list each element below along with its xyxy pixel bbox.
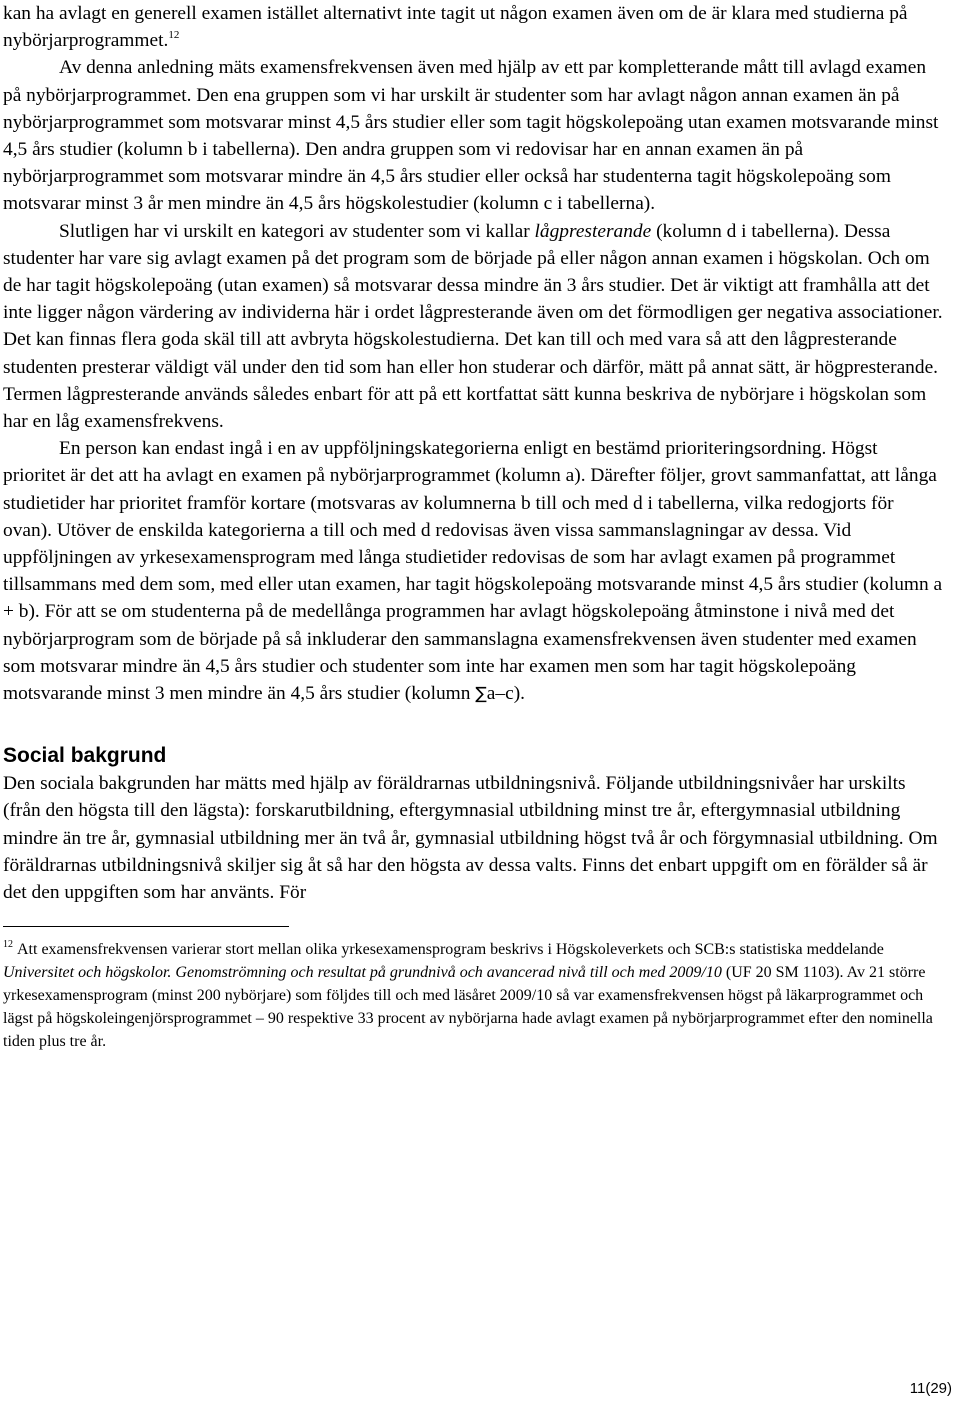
footnote: [3, 938, 943, 1053]
footnote-number: 12: [3, 939, 13, 951]
paragraph-text: kan ha avlagt en generell examen istället alternativt inte tagit ut någon examen även om de är klara med studierna på nybörjarprogrammet.: [3, 3, 908, 52]
paragraph-social-background: Den sociala bakgrunden har mätts med hjälp av föräldrarnas utbildningsnivå. Följande utbildningsnivåer har urskilts (från den högsta till den lägsta): forskarutbildning, eftergymnasial utbildning minst tre år, eftergymnasial utbildning mindre än tre år, gymnasial utbildning mer än två år, gymnasial utbildning högst två år och förgymnasial utbildning. Om föräldrarnas utbildningsnivå skiljer sig åt så har den högsta av dessa valts. Finns det enbart uppgift om en förälder så är det den uppgiften som har använts. För: [3, 773, 938, 904]
footnote-text: Att examensfrekvensen varierar stort mellan olika yrkesexamensprogram beskrivs i Högskoleverkets och SCB:s statistiska meddelande: [17, 941, 884, 959]
paragraph-continuation: [3, 0, 943, 54]
footnote-divider: [3, 926, 289, 927]
footnote-text: (UF 20 SM 1103). Av 21 större yrkesexamensprogram (minst 200 nybörjare) som följdes till och med läsåret 2009/10 så var examensfrekvensen högst på läkarprogrammet och lägst på högskoleingenjörsprogrammet – 90 respektive 33 procent av nybörjarna hade avlagt examen på nybörjarprogrammet efter den nominella tiden plus tre år.: [3, 964, 933, 1051]
paragraph-text: Slutligen har vi urskilt en kategori av studenter som vi kallar: [59, 220, 530, 242]
footnote-reference: 12: [168, 29, 180, 42]
document-page: [3, 0, 943, 1053]
emphasized-term: lågpresterande: [534, 220, 652, 242]
paragraph-priority-order: [3, 435, 943, 708]
page-number: 11(29): [909, 1380, 952, 1397]
sum-symbol: ∑: [475, 684, 487, 705]
publication-title: Universitet och högskolor. Genomströmning och resultat på grundnivå och avancerad nivå till och med 2009/10: [3, 964, 722, 982]
paragraph-text: (kolumn d i tabellerna). Dessa studenter har vare sig avlagt examen på det program som de började på eller någon annan examen i högskolan. Och om de har tagit högskolepoäng (utan examen) så motsvarar dessa mindre än 3 års studier. Det är viktigt att framhålla att det inte ligger någon värdering av individerna här i ordet lågpresterande även om det förmodligen ger negativa associationer. Det kan finnas flera goda skäl till att avbryta högskolestudierna. Det kan till och med vara så att den lågpresterande studenten presterar väldigt väl under den tid som han eller hon studerar och därför, mätt på annat sätt, är högpresterande. Termen lågpresterande används således enbart för att på ett kortfattat sätt kunna beskriva de nybörjare i högskolan som har en låg examensfrekvens.: [3, 220, 943, 433]
paragraph-text: En person kan endast ingå i en av uppföljningskategorierna enligt en bestämd prioriteringsordning. Högst prioritet är det att ha avlagt en examen på nybörjarprogrammet (kolumn a). Därefter följer, grovt sammanfattat, att långa studietider har prioritet framför kortare (motsvaras av kolumnerna b till och med d i tabellerna, vilka redogjorts för ovan). Utöver de enskilda kategorierna a till och med d redovisas även vissa sammanslagningar av dessa. Vid uppföljningen av yrkesexamensprogram med långa studietider redovisas de som har avlagt examen på programmet tillsammans med dem som, med eller utan examen, har tagit högskolepoäng motsvarande minst 4,5 års studier (kolumn a + b). För att se om studenterna på de medellånga programmen har avlagt högskolepoäng åtminstone i nivå med det nybörjarprogram som de började på så inkluderar den sammanslagna examensfrekvensen även studenter med examen som motsvarar mindre än 4,5 års studier och studenter som inte har examen men som har tagit högskolepoäng motsvarande minst 3 men mindre än 4,5 års studier (kolumn: [3, 438, 943, 705]
paragraph-text: Av denna anledning mäts examensfrekvensen även med hjälp av ett par kompletterande mått till avlagd examen på nybörjarprogrammet. Den ena gruppen som vi har urskilt är studenter som har avlagt någon annan examen än på nybörjarprogrammet som motsvarar minst 4,5 års studier eller som tagit högskolepoäng utan examen motsvarande minst 4,5 års studier (kolumn b i tabellerna). Den andra gruppen som vi redovisar har en annan examen än på nybörjarprogrammet som motsvarar mindre än 4,5 års studier eller också har studenterna tagit högskolepoäng som motsvarar minst 3 år men mindre än 4,5 års högskolestudier (kolumn c i tabellerna).: [3, 57, 939, 215]
paragraph-text: a–c).: [486, 683, 525, 705]
paragraph-low-performers: [3, 218, 943, 436]
section-heading: Social bakgrund: [3, 744, 167, 768]
paragraph-exam-measures: [3, 54, 943, 217]
